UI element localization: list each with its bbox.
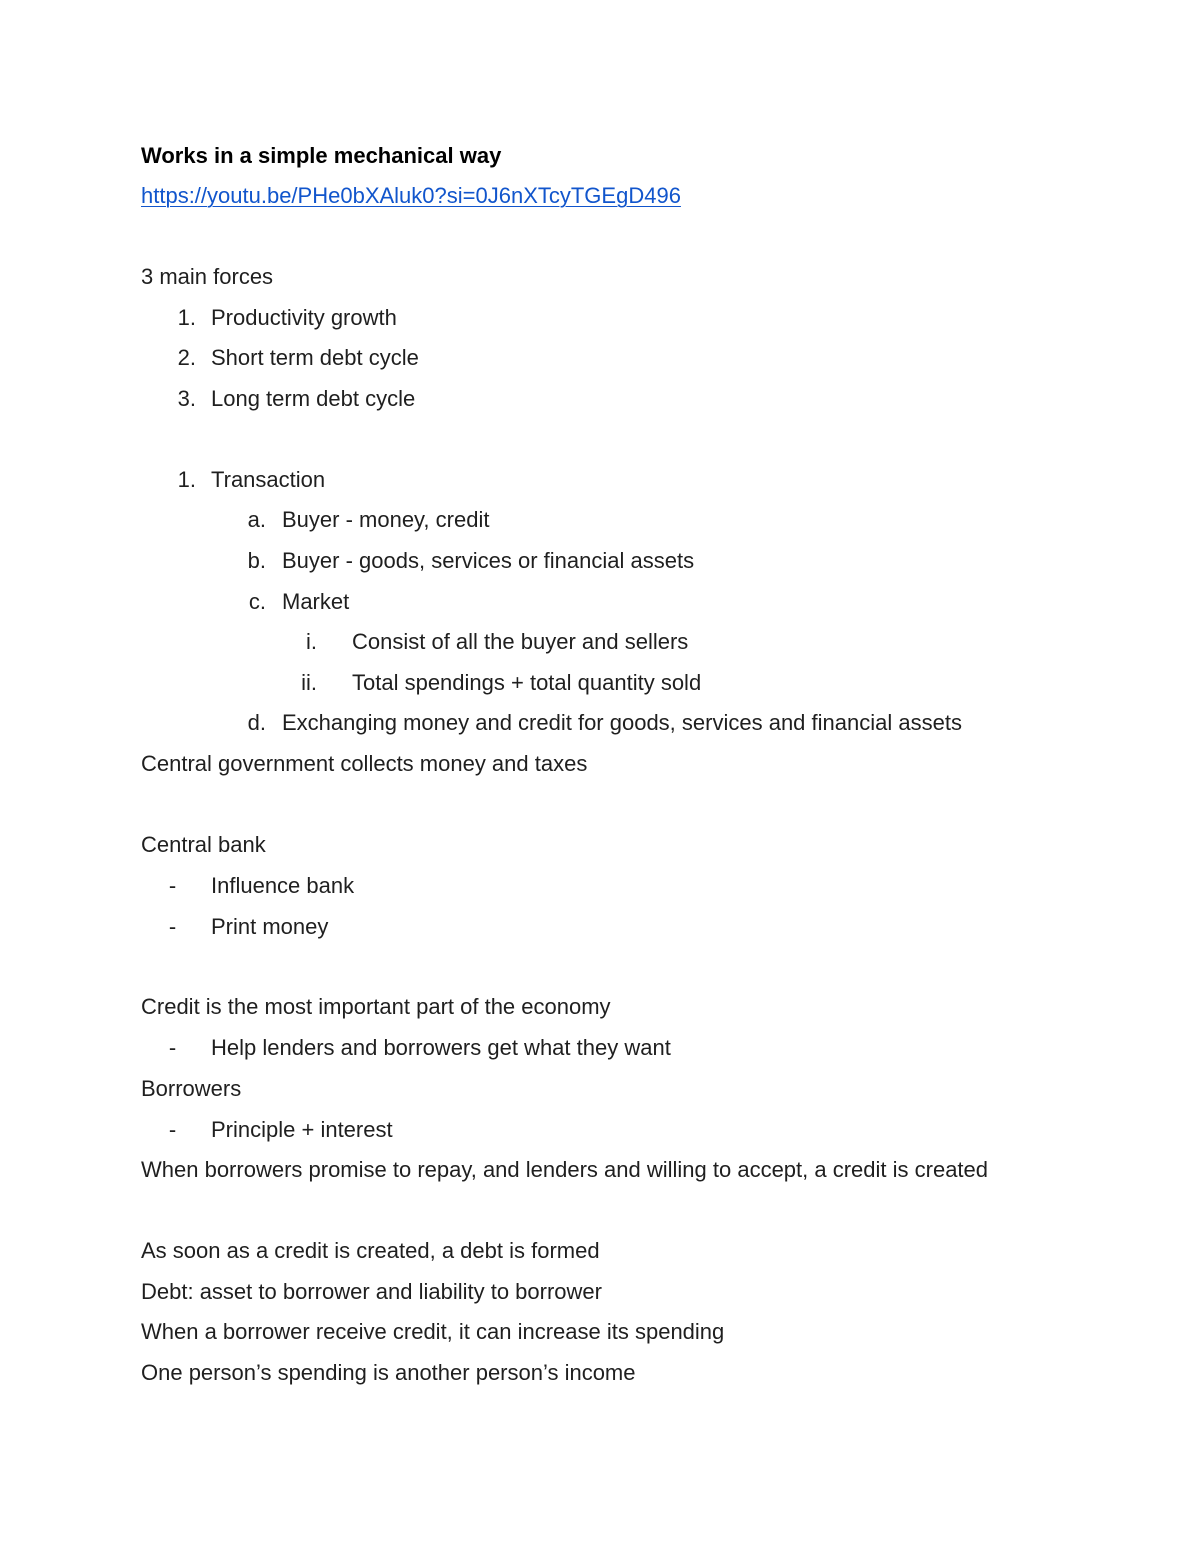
list-item-text: Market: [282, 589, 350, 614]
list-marker: -: [168, 873, 177, 898]
list-item-text: Total spendings + total quantity sold: [352, 670, 702, 695]
list-item-text: Exchanging money and credit for goods, services and financial assets: [282, 710, 962, 735]
list-item-text: Short term debt cycle: [211, 345, 419, 370]
list-marker: b.: [247, 548, 266, 573]
list-item: [0, 548, 1200, 574]
list-item-text: Buyer - goods, services or financial assets: [282, 548, 695, 573]
closing-line: As soon as a credit is created, a debt is formed: [141, 1238, 600, 1263]
list-item: [0, 629, 1200, 655]
list-item-text: Help lenders and borrowers get what they want: [211, 1035, 671, 1060]
list-marker: a.: [247, 507, 266, 532]
document-heading: Works in a simple mechanical way: [141, 143, 502, 168]
closing-line: One person’s spending is another person’s income: [141, 1360, 636, 1385]
list-item: [0, 507, 1200, 533]
list-item: [0, 710, 1200, 736]
list-item-text: Print money: [211, 914, 329, 939]
central-bank-title: Central bank: [141, 832, 266, 857]
list-marker: i.: [306, 629, 317, 654]
list-item: [0, 670, 1200, 696]
list-item: [0, 305, 1200, 331]
list-marker: c.: [248, 589, 266, 614]
list-item: [0, 467, 1200, 493]
borrowers-statement: When borrowers promise to repay, and lenders and willing to accept, a credit is created: [141, 1157, 989, 1182]
list-marker: -: [168, 1117, 177, 1142]
list-item-text: Productivity growth: [211, 305, 397, 330]
list-item: [0, 1035, 1200, 1061]
list-item: [0, 873, 1200, 899]
list-marker: 3.: [177, 386, 196, 411]
list-marker: d.: [247, 710, 266, 735]
list-marker: 1.: [177, 467, 196, 492]
closing-line: Debt: asset to borrower and liability to borrower: [141, 1279, 602, 1304]
list-item: [0, 914, 1200, 940]
credit-title: Credit is the most important part of the economy: [141, 994, 611, 1019]
list-item: [0, 589, 1200, 615]
list-item-text: Long term debt cycle: [211, 386, 416, 411]
list-marker: -: [168, 914, 177, 939]
list-item-text: Consist of all the buyer and sellers: [352, 629, 689, 654]
youtube-link[interactable]: https://youtu.be/PHe0bXAluk0?si=0J6nXTcyTGEgD496: [141, 183, 681, 208]
list-item: [0, 386, 1200, 412]
government-paragraph: Central government collects money and taxes: [141, 751, 588, 776]
list-item-text: Influence bank: [211, 873, 355, 898]
closing-line: When a borrower receive credit, it can increase its spending: [141, 1319, 725, 1344]
list-marker: 2.: [177, 345, 196, 370]
list-item-text: Transaction: [211, 467, 326, 492]
list-item-text: Principle + interest: [211, 1117, 393, 1142]
list-item: [0, 1117, 1200, 1143]
list-marker: 1.: [177, 305, 196, 330]
list-marker: -: [168, 1035, 177, 1060]
borrowers-title: Borrowers: [141, 1076, 242, 1101]
list-marker: ii.: [301, 670, 317, 695]
list-item: [0, 345, 1200, 371]
forces-intro: 3 main forces: [141, 264, 274, 289]
list-item-text: Buyer - money, credit: [282, 507, 490, 532]
